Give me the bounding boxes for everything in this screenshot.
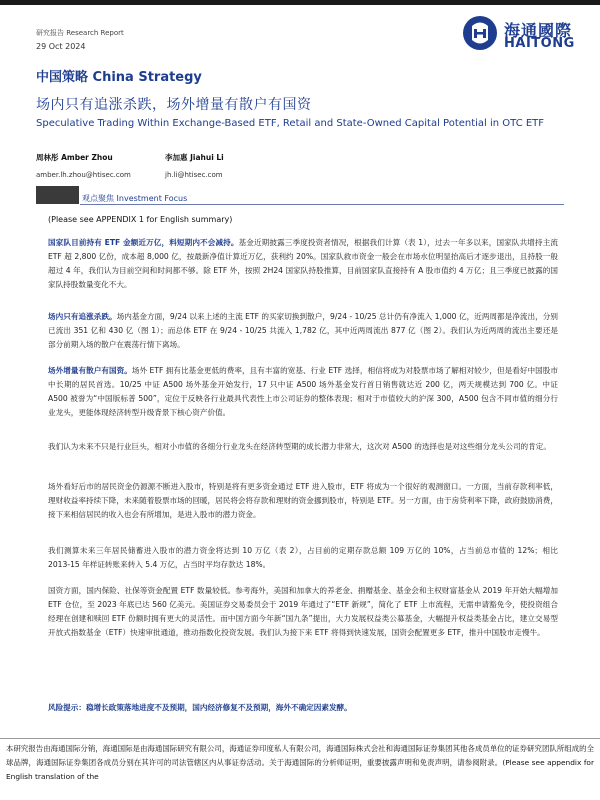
paragraph-text: 基金近期披露三季度投资者情况，根据我们计算（表 1），过去一年多以来，国家队共增持主流 ETF 超 2,800 亿份，成本超 8,000 亿，按最新净值计算近万亿，获利约 20%。国家队救市资金一般会在市场水位明显抬高后才逐步退出，且持股一般超过 4 年，我们认为目前空间和时间都不够。除 ETF 外，按照 2H24 国家队持股推算，目前国家队直接持有 A 股市值约 4 万亿；且三季度已披露的国家队持股数量变化不大。 [48,238,558,289]
risk-warning: 风险提示：稳增长政策落地进度不及预期，国内经济修复不及预期，海外不确定因素发酵。 [48,703,352,712]
author-1 [36,152,131,179]
author-name: 周林彤 Amber Zhou [36,153,113,162]
logo-text-en: HAITONG [504,36,575,51]
focus-marker [36,186,79,204]
report-date: 29 Oct 2024 [36,42,86,51]
paragraph [48,480,558,522]
report-title-en: Speculative Trading Within Exchange-Based ETF, Retail and State-Owned Capital Potential in OTC ETF [36,118,545,129]
author-name: 李加惠 Jiahui Li [165,153,224,162]
paragraph-text: 国资方面，国内保险、社保等资金配置 ETF 数量较低。参考海外，美国和加拿大的养老金、捐赠基金、基金会和主权财富基金从 2019 年开始大幅增加 ETF 仓位，至 2023 年底已达 560 亿美元。美国证券交易委员会于 2019 年通过了“ETF 新规”，简化了 ETF 上市流程，无需申请豁免令，使投资组合经理在创建和赎回 ETF 份额时拥有更大的灵活性。而中国方面今年新“国九条”提出，大力发展权益类公募基金，大幅提升权益类基金占比，建立交易型开放式指数基金（ETF）快速审批通道，推动指数化投资发展。我们认为接下来 ETF 将得到快速发展，国资会配置更多 ETF，推升中国股市走慢牛。 [48,586,558,637]
english-summary-note: (Please see APPENDIX 1 for English summary) [48,215,233,224]
paragraph-text: 我们认为未来不只是行业巨头，相对小市值的各细分行业龙头在经济转型期的成长潜力非常大，这次对 A500 的选择也是对这些细分龙头公司的肯定。 [48,442,551,451]
paragraph [48,310,558,352]
divider [80,204,564,205]
paragraph-text: 场内基金方面，9/24 以来上述的主流 ETF 的买家切换到散户，9/24 - 10/25 总计仍有净流入 1,000 亿，近两周都是净流出，分别已流出 351 亿和 430 亿（图 1）；而总体 ETF 在 9/24 - 10/25 共流入 1,782 亿，其中近两周流出 877 亿（图 2）。我们认为近两周的流出主要还是部分前期入场的散户在震荡行情下离场。 [48,312,558,349]
investment-focus-label: 观点聚焦 Investment Focus [82,194,188,203]
paragraph [48,236,558,292]
haitong-logo [462,15,592,55]
paragraph [48,364,558,420]
paragraph-text: 场外 ETF 拥有比基金更低的费率，且有丰富的宽基、行业 ETF 选择，相信将成为对股票市场了解相对较少，但是看好中国股市中长期的居民首选。10/25 中证 A500 场外基金开始发行，17 只中证 A500 场外基金发行首日销售就达近 200 亿，两天规模达到 700 亿。中证 A500 被誉为“中国版标普 500”，定位于反映各行业最具代表性上市公司证券的整体表现；相对于市值较大的沪深 300，A500 包含不同市值的细分行业龙头，更能体现经济转型升级背景下核心资产价值。 [48,366,558,417]
disclaimer: 本研究报告由海通国际分销，海通国际是由海通国际研究有限公司，海通证券印度私人有限公司，海通国际株式会社和海通国际证券集团其他各成员单位的证券研究团队所组成的全球品牌，海通国际证券集团各成员分别在其许可的司法管辖区内从事证券活动。关于海通国际的分析师证明，重要披露声明和免责声明，请参阅附录。(Please see appendix for English translation of the [6,744,594,781]
paragraph-text: 我们测算未来三年居民储蓄进入股市的潜力资金将达到 10 万亿（表 2），占目前的定期存款总额 109 万亿的 10%，占当前总市值的 12%；相比 2013-15 年样证转账来转入 5.4 万亿，占当时平均存款达 18%。 [48,546,558,569]
paragraph-lead: 场外增量有散户有国资。 [48,366,132,375]
paragraph-lead: 场内只有追涨杀跌。 [48,312,117,321]
paragraph [48,440,558,454]
haitong-logo-icon [462,15,498,51]
paragraph [48,544,558,572]
report-type: 研究报告 Research Report [36,29,124,37]
author-2 [165,152,224,179]
report-title-cn: 场内只有追涨杀跌，场外增量有散户有国资 [36,97,312,113]
footer-divider [0,738,600,739]
paragraph-text: 场外看好后市的居民资金仍源源不断进入股市，特别是将有更多资金通过 ETF 进入股市，ETF 将成为一个很好的观测窗口。一方面，当前存款利率低，理财收益率持续下降，未来随着股票市场的回暖，居民将会将存款和理财的资金挪到股市，特别是 ETF。另一方面，由于房贷利率下降，政府鼓励消费，接下来相信居民的收入也会有所增加，是进入股市的潜力资金。 [48,482,558,519]
author-email[interactable]: amber.lh.zhou@htisec.com [36,171,131,179]
section-title: 中国策略 China Strategy [36,70,202,85]
top-bar [0,0,600,5]
paragraph-lead: 国家队目前持有 ETF 金额近万亿，料短期内不会减持。 [48,238,239,247]
logo-text-cn: 海通國際 [504,21,573,40]
paragraph [48,584,558,640]
author-email[interactable]: jh.li@htisec.com [165,171,223,179]
